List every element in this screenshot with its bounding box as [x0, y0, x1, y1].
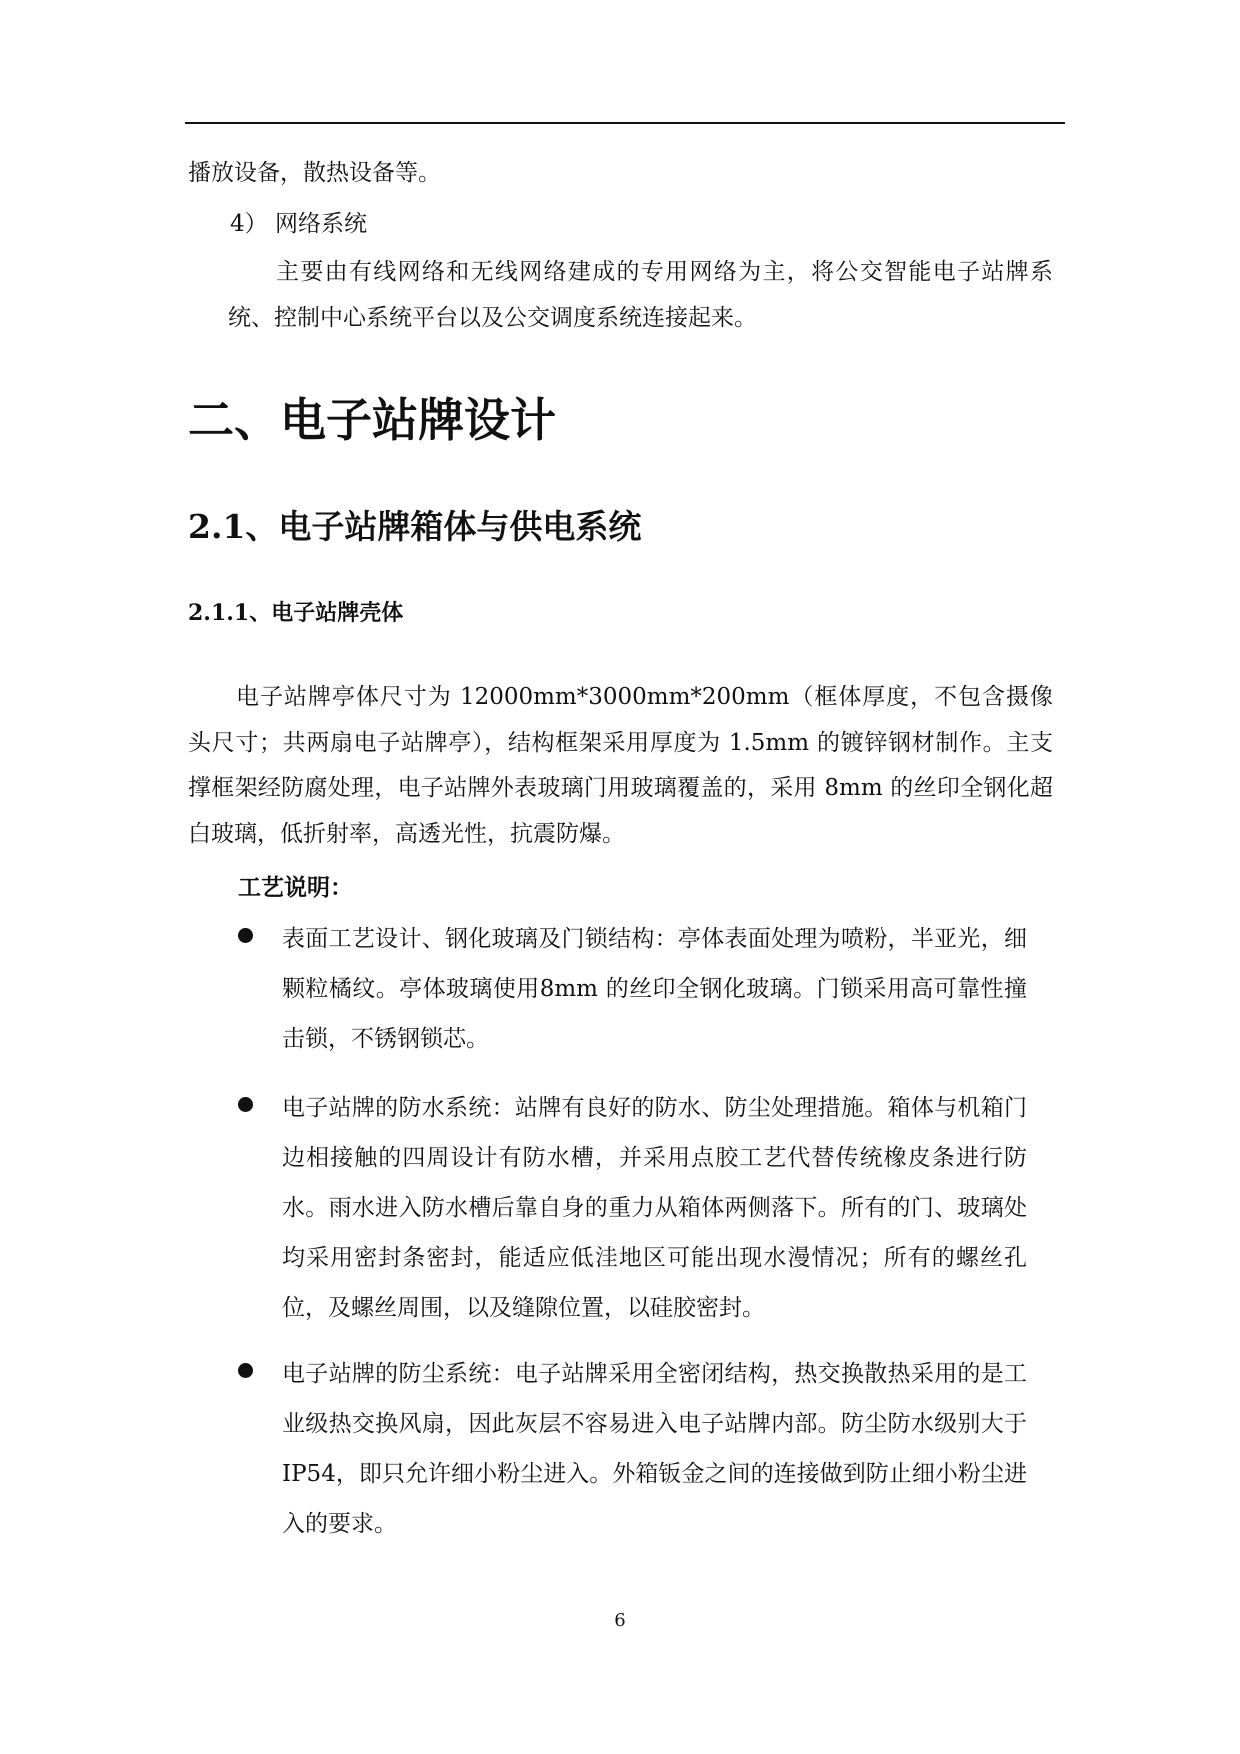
body-paragraph: 电子站牌亭体尺寸为 12000mm*3000mm*200mm（框体厚度，不包含摄像头尺寸；共两扇电子站牌亭），结构框架采用厚度为 1.5mm 的镀锌钢材制作。主支撑框架经防腐处理，电子站牌外表玻璃门用玻璃覆盖的，采用 8mm 的丝印全钢化超白玻璃，低折射率，高透光性，抗震防爆。 — [188, 684, 1053, 847]
header-rule — [185, 122, 1065, 124]
heading-2: 2.1、电子站牌箱体与供电系统 — [188, 507, 642, 546]
heading-1: 二、电子站牌设计 — [188, 393, 556, 447]
page-number: 6 — [614, 1610, 626, 1631]
bullet-text: 电子站牌的防尘系统：电子站牌采用全密闭结构，热交换散热采用的是工业级热交换风扇，因此灰层不容易进入电子站牌内部。防尘防水级别大于 IP54，即只允许细小粉尘进入。外箱钣金之间的连接做到防止细小粉尘进入的要求。 — [282, 1361, 1027, 1537]
bullet-icon — [238, 1097, 253, 1112]
continuation-text: 播放设备，散热设备等。 — [188, 160, 441, 186]
heading-3: 2.1.1、电子站牌壳体 — [188, 600, 404, 626]
bullet-text: 表面工艺设计、钢化玻璃及门锁结构：亭体表面处理为喷粉，半亚光，细颗粒橘纹。亭体玻璃使用8mm 的丝印全钢化玻璃。门锁采用高可靠性撞击锁，不锈钢锁芯。 — [282, 926, 1027, 1052]
bullet-text: 电子站牌的防水系统：站牌有良好的防水、防尘处理措施。箱体与机箱门边相接触的四周设计有防水槽，并采用点胶工艺代替传统橡皮条进行防水。雨水进入防水槽后靠自身的重力从箱体两侧落下。所有的门、玻璃处均采用密封条密封，能适应低洼地区可能出现水漫情况；所有的螺丝孔位，及螺丝周围，以及缝隙位置，以硅胶密封。 — [282, 1095, 1027, 1321]
bullet-icon — [238, 928, 253, 943]
list-item-network-title: 4） 网络系统 — [230, 211, 367, 237]
network-paragraph: 主要由有线网络和无线网络建成的专用网络为主，将公交智能电子站牌系统、控制中心系统平台以及公交调度系统连接起来。 — [228, 259, 1053, 331]
process-label: 工艺说明： — [238, 874, 353, 901]
bullet-icon — [238, 1363, 253, 1378]
